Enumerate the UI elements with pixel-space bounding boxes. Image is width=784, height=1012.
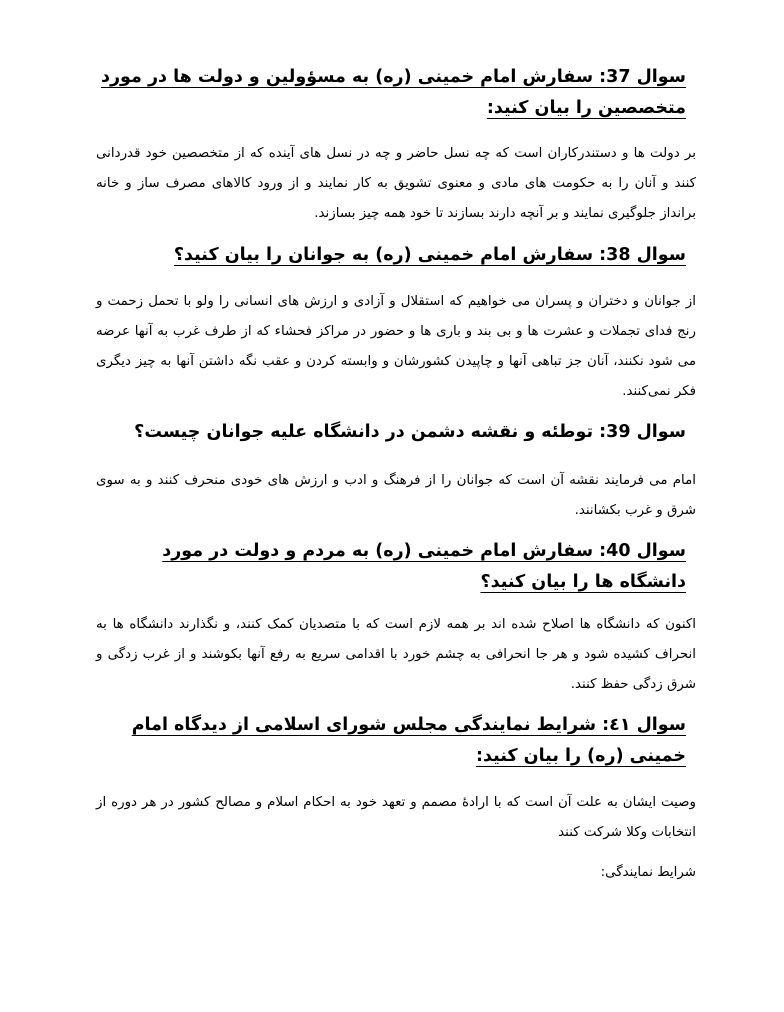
question-38-heading-text: سوال 38: سفارش امام خمینی (ره) به جوانان را بیان کنید؟ [173, 245, 686, 265]
answer-39-paragraph: امام می فرمایند نقشه آن است که جوانان را از فرهنگ و ادب و ارزش های خودی منحرف کنند و به سوی شرق و غرب بکشانند. [96, 473, 696, 518]
answer-37-paragraph: بر دولت ها و دستندرکاران است که چه نسل حاضر و چه در نسل های آینده که از متخصصین خود قدردانی کنند و آنان را به حکومت های مادی و معنوی تشویق به کار نمایند و از ورود کالاهای مصرف ساز و خانه برانداز جلوگیری نمایند و بر آنچه دارند بسازند تا خود همه چیز بسازند. [96, 146, 696, 221]
question-38-heading [96, 240, 696, 271]
answer-41-paragraph: وصیت ایشان به علت آن است که با ارادۀ مصمم و تعهد خود به احکام اسلام و مصالح کشور در هر دوره از انتخابات وکلا شرکت کنند [96, 795, 696, 840]
document-page [96, 62, 696, 888]
question-39-heading-text: سوال 39: توطئه و نقشه دشمن در دانشگاه علیه جوانان چیست؟ [134, 422, 686, 442]
question-39-heading [96, 417, 696, 448]
answer-38-paragraph: از جوانان و دختران و پسران می خواهیم که استقلال و آزادی و ارزش های انسانی را ولو با تحمل زحمت و رنج فدای تجملات و عشرت ها و بی بند و باری ها و حضور در مراکز فحشاء که از طرف غرب به آنها عرضه می شود نکنند، آنان جز تباهی آنها و چاپیدن کشورشان و وابسته کردن و عقب نگه داشتن آنها به چیز دیگری فکر نمی‌کنند. [96, 294, 696, 399]
question-40-heading [96, 536, 696, 598]
answer-40-paragraph: اکنون که دانشگاه ها اصلاح شده اند بر همه لازم است که با متصدیان کمک کنند، و نگذارند دانشگاه ها به انحراف کشیده شود و هر جا انحرافی به چشم خورد با اقدامی سریع به رفع آنها بکوشند و از غرب زدگی و شرق زدگی حفظ کنند. [96, 617, 696, 692]
question-41-heading-text: سوال ٤١: شرایط نمایندگی مجلس شورای اسلامی از دیدگاه امام خمینی (ره) را بیان کنید: [131, 715, 686, 766]
representation-conditions-label: شرایط نمایندگی: [600, 865, 696, 880]
question-40-heading-text: سوال 40: سفارش امام خمینی (ره) به مردم و دولت در مورد دانشگاه ها را بیان کنید؟ [162, 541, 686, 592]
question-37-heading [96, 62, 696, 124]
question-41-heading [96, 710, 696, 772]
question-37-heading-text: سوال 37: سفارش امام خمینی (ره) به مسؤولین و دولت ها در مورد متخصصین را بیان کنید: [100, 67, 686, 118]
